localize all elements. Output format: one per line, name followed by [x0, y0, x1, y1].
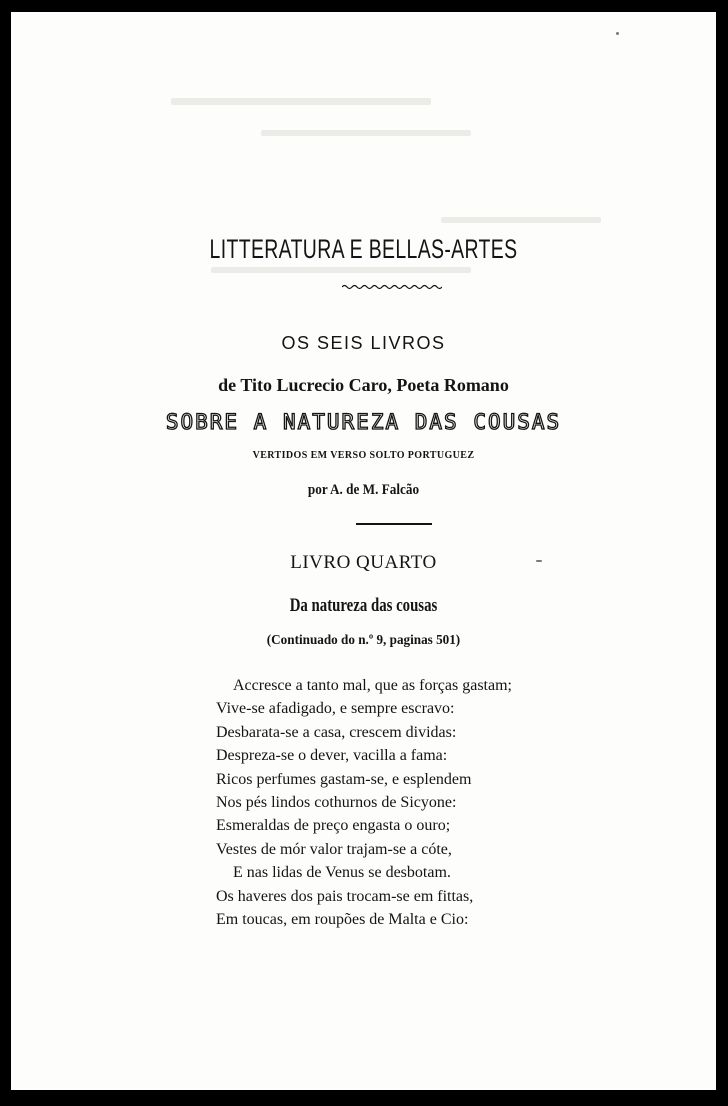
wavy-rule [342, 282, 442, 292]
main-title: SOBRE A NATUREZA DAS COUSAS [165, 410, 562, 434]
verse-line: Vestes de mór valor trajam-se a cóte, [216, 840, 452, 858]
divider-rule [356, 523, 432, 525]
verse-block [216, 674, 616, 931]
section-title: LITTERATURA E BELLAS-ARTES [209, 234, 518, 264]
verse-line: Despreza-se o dever, vacilla a fama: [216, 747, 448, 765]
bleed-through-mark [261, 130, 471, 136]
verse-line: Nos pés lindos cothurnos de Sicyone: [216, 793, 457, 811]
book-heading: LIVRO QUARTO [290, 552, 437, 573]
chapter-title: Da natureza das cousas [289, 595, 438, 616]
verse-line: Ricos perfumes gastam-se, e esplendem [216, 770, 472, 788]
work-title: OS SEIS LIVROS [281, 333, 446, 353]
verse-line: Os haveres dos pais trocam-se em fittas, [216, 887, 474, 905]
speck [616, 32, 619, 35]
verse-line: Desbarata-se a casa, crescem dividas: [216, 723, 457, 741]
author-line: de Tito Lucrecio Caro, Poeta Romano [218, 375, 509, 395]
verse-line: Esmeraldas de preço engasta o ouro; [216, 817, 451, 835]
verse-line: Em toucas, em roupões de Malta e Cio: [216, 910, 469, 928]
translator-line: por A. de M. Falcão [307, 482, 420, 498]
translation-line: VERTIDOS EM VERSO SOLTO PORTUGUEZ [252, 450, 475, 461]
bleed-through-mark [441, 217, 601, 223]
verse-line: E nas lidas de Venus se desbotam. [233, 864, 451, 882]
bleed-through-mark [171, 98, 431, 105]
verse-line: Vive-se afadigado, e sempre escravo: [216, 700, 455, 718]
continued-note: (Continuado do n.º 9, paginas 501) [266, 633, 461, 648]
document-page [11, 12, 716, 1090]
verse-line: Accresce a tanto mal, que as forças gastam; [233, 677, 512, 694]
